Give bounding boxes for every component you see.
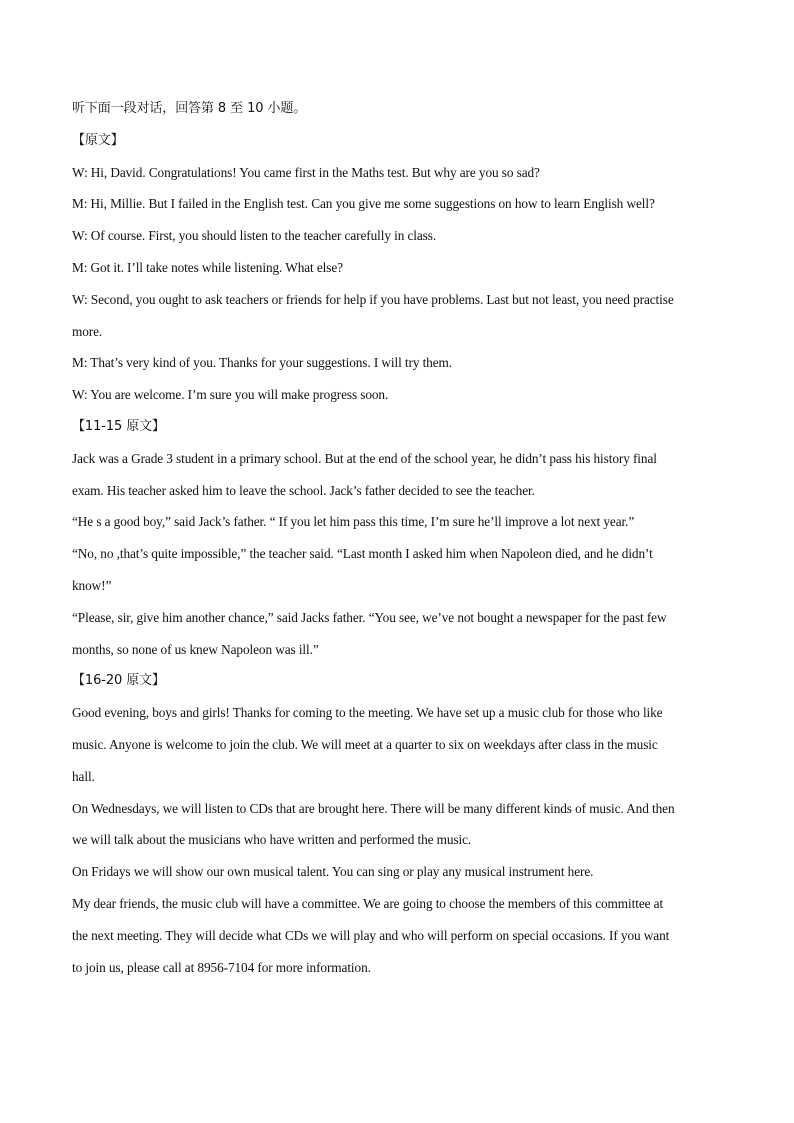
- passage-line: to join us, please call at 8956-7104 for more information.: [72, 959, 371, 975]
- passage-line: On Wednesdays, we will listen to CDs that are brought here. There will be many different kinds of music. And then: [72, 800, 675, 816]
- passage-line: “Please, sir, give him another chance,” said Jacks father. “You see, we’ve not bought a newspaper for the past few: [72, 609, 667, 625]
- passage-line: Jack was a Grade 3 student in a primary school. But at the end of the school year, he didn’t pass his history final: [72, 450, 657, 466]
- passage-line: “No, no ,that’s quite impossible,” the teacher said. “Last month I asked him when Napoleon died, and he didn’t: [72, 546, 653, 562]
- document-body: [72, 100, 732, 990]
- passage-line: exam. His teacher asked him to leave the school. Jack’s father decided to see the teacher.: [72, 482, 535, 498]
- dialogue-line: W: Of course. First, you should listen to the teacher carefully in class.: [72, 228, 437, 244]
- passage-line: months, so none of us knew Napoleon was ill.”: [72, 641, 319, 657]
- passage-line: hall.: [72, 768, 95, 784]
- instruction-line: 听下面一段对话，回答第 8 至 10 小题。: [72, 101, 307, 116]
- passage-line: Good evening, boys and girls! Thanks for coming to the meeting. We have set up a music club for those who like: [72, 705, 663, 721]
- section-heading-11-15: 【11-15 原文】: [72, 418, 165, 434]
- dialogue-line: W: Second, you ought to ask teachers or friends for help if you have problems. Last but not least, you need practise: [72, 291, 674, 307]
- passage-line: the next meeting. They will decide what CDs we will play and who will perform on special occasions. If you want: [72, 927, 670, 943]
- passage-line: On Fridays we will show our own musical talent. You can sing or play any musical instrument here.: [72, 864, 594, 880]
- dialogue-line: M: Got it. I’ll take notes while listening. What else?: [72, 259, 343, 275]
- section-heading-16-20: 【16-20 原文】: [72, 673, 165, 689]
- dialogue-line: W: Hi, David. Congratulations! You came first in the Maths test. But why are you so sad?: [72, 164, 540, 180]
- passage-line: “He s a good boy,” said Jack’s father. “ If you let him pass this time, I’m sure he’ll improve a lot next year.”: [72, 514, 635, 530]
- dialogue-line: W: You are welcome. I’m sure you will make progress soon.: [72, 387, 389, 403]
- section-heading-original-text: 【原文】: [72, 132, 124, 148]
- passage-line: music. Anyone is welcome to join the club. We will meet at a quarter to six on weekdays after class in the music: [72, 736, 658, 752]
- dialogue-line: M: That’s very kind of you. Thanks for your suggestions. I will try them.: [72, 355, 452, 371]
- dialogue-line: M: Hi, Millie. But I failed in the English test. Can you give me some suggestions on how to learn English well?: [72, 196, 655, 212]
- dialogue-line: more.: [72, 323, 103, 339]
- passage-line: know!”: [72, 577, 112, 593]
- passage-line: My dear friends, the music club will have a committee. We are going to choose the members of this committee at: [72, 895, 664, 911]
- passage-line: we will talk about the musicians who have written and performed the music.: [72, 832, 472, 848]
